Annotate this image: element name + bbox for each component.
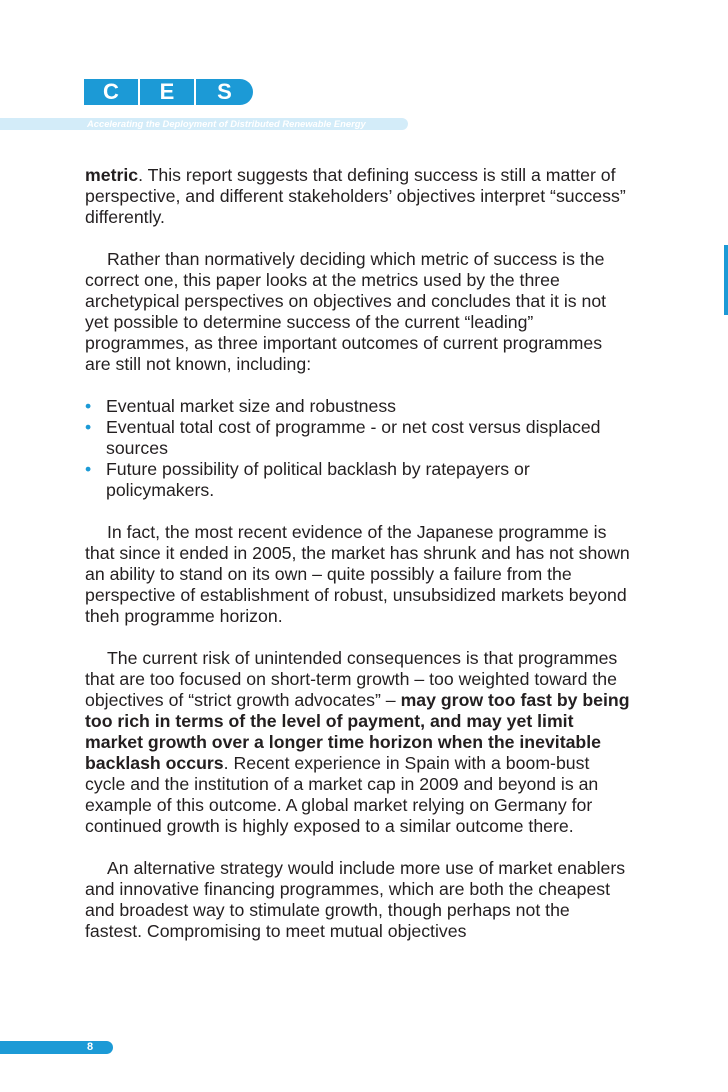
edge-tab — [724, 245, 728, 315]
logo-letter-c: C — [84, 79, 138, 105]
tagline: Accelerating the Deployment of Distributed Renewable Energy — [87, 118, 366, 129]
ces-logo — [84, 79, 253, 105]
body-text — [85, 165, 630, 942]
paragraph-4 — [85, 648, 630, 837]
page-number-bar — [0, 1041, 113, 1054]
paragraph-4-start: The current risk of unintended consequences is that programmes that are too focused on short-term growth – too weighted toward the objectives of “strict growth advocates” – — [85, 648, 618, 710]
paragraph-5: An alternative strategy would include more use of market enablers and innovative financing programmes, which are both the cheapest and broadest way to stimulate growth, though perhaps not the fastest. Compromising to meet mutual objectives — [85, 858, 626, 941]
logo-letter-s: S — [196, 79, 253, 105]
paragraph-4-bold: may grow too fast by being too rich in terms of the level of payment, and may yet limit market growth over a longer time horizon when the inevitable backlash occurs — [85, 690, 630, 773]
paragraph-1-bold: metric — [85, 165, 139, 185]
bullet-item: • Eventual total cost of programme - or net cost versus displaced sources — [85, 417, 630, 459]
bullet-item: • Eventual market size and robustness — [85, 396, 630, 417]
page-number: 8 — [87, 1041, 94, 1053]
paragraph-4-end: . Recent experience in Spain with a boom-bust cycle and the institution of a market cap in 2009 and beyond is an example of this outcome. A global market relying on Germany for continued growth is highly exposed to a similar outcome there. — [85, 753, 599, 836]
paragraph-2: Rather than normatively deciding which metric of success is the correct one, this paper looks at the metrics used by the three archetypical perspectives on objectives and concludes that it is not yet possible to determine success of the current “leading” programmes, as three important outcomes of current programmes are still not known, including: — [85, 249, 607, 374]
logo-letter-e: E — [140, 79, 194, 105]
paragraph-1 — [85, 165, 630, 228]
paragraph-1-rest: . This report suggests that defining success is still a matter of perspective, and different stakeholders’ objectives interpret “success” differently. — [85, 165, 626, 227]
bullet-list — [85, 396, 630, 501]
paragraph-3: In fact, the most recent evidence of the Japanese programme is that since it ended in 2005, the market has shrunk and has not shown an ability to stand on its own – quite possibly a failure from the perspective of establishment of robust, unsubsidized markets beyond theh programme horizon. — [85, 522, 630, 626]
bullet-item: • Future possibility of political backlash by ratepayers or policymakers. — [85, 459, 630, 501]
